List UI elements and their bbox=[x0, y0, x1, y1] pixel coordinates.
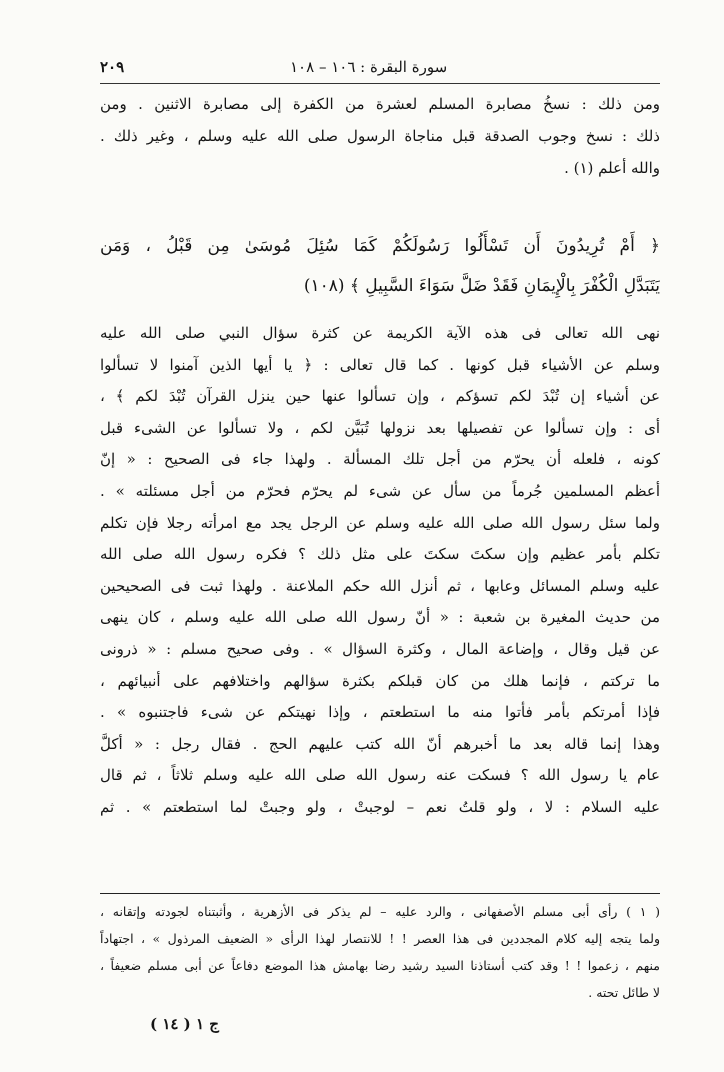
footnote-line: منهم ، زعموا ! ! وقد كتب أستاذنا السيد رشيد رضا بهامش هذا الموضع دفاعاً عن أبى مسلم ضعيفاً ، bbox=[100, 958, 660, 973]
text-line: عن أشياء إن تُبْدَ لكم تسؤكم ، وإن تسألوا عنها حين ينزل القرآن تُبْدَ لكم ﴾ ، bbox=[100, 387, 660, 406]
footnote-line: ( ١ ) رأى أبى مسلم الأصفهانى ، والرد عليه – لم يذكر فى الأزهرية ، وأثبتناه لجودته وإتقانه ، bbox=[100, 904, 660, 919]
quran-verse bbox=[100, 226, 660, 306]
footnote-rule bbox=[100, 893, 660, 894]
text-line: فإذا أمرتكم بأمر فأتوا منه ما استطعتم ، وإذا نهيتكم عن شىء فاجتنبوه » . bbox=[100, 703, 660, 722]
commentary-paragraphs bbox=[100, 318, 660, 824]
footnote-line: لا طائل تحته . bbox=[588, 985, 660, 1000]
text-line: عليه وسلم المسائل وعابها ، ثم أنزل الله حكم الملاعنة . ولهذا ثبت فى الصحيحين bbox=[100, 576, 660, 595]
text-line: ذلك : نسخ وجوب الصدقة قبل مناجاة الرسول صلى الله عليه وسلم ، وغير ذلك . bbox=[100, 127, 660, 145]
verse-line: ﴿ أَمْ تُرِيدُونَ أَن تَسْأَلُوا رَسُولَكُمْ كَمَا سُئِلَ مُوسَىٰ مِن قَبْلُ ، وَمَن bbox=[100, 236, 660, 256]
text-line: ومن ذلك : نسخُ مصابرة المسلم لعشرة من الكفرة إلى مصابرة الاثنين . ومن bbox=[100, 95, 660, 113]
text-line: وسلم عن الأشياء قبل كونها . كما قال تعالى : ﴿ يا أيها الذين آمنوا لا تسألوا bbox=[100, 355, 660, 374]
text-line: والله أعلم (١) . bbox=[564, 159, 660, 177]
page-number: ٢٠٩ bbox=[100, 58, 125, 76]
text-line: كونه ، فلعله أن يحرّم من أجل تلك المسألة . ولهذا جاء فى الصحيح : « إنّ bbox=[100, 450, 660, 469]
intro-paragraph bbox=[100, 88, 660, 184]
text-line: نهى الله تعالى فى هذه الآية الكريمة عن كثرة سؤال النبي صلى الله عليه bbox=[100, 324, 660, 342]
footnotes bbox=[100, 898, 660, 1006]
surah-title: سورة البقرة : ١٠٦ – ١٠٨ bbox=[290, 58, 448, 76]
text-line: عليه السلام : لا ، ولو قلتُ نعم – لوجبتْ ، ولو وجبتْ لما استطعتم » . ثم bbox=[100, 797, 660, 816]
verse-line: يَتَبَدَّلِ الْكُفْرَ بِالْإِيمَانِ فَقَدْ ضَلَّ سَوَاءَ السَّبِيلِ ﴾ (١٠٨) bbox=[303, 276, 660, 296]
running-header bbox=[100, 58, 660, 82]
text-line: وهذا إنما قاله بعد ما أخبرهم أنّ الله كتب عليهم الحج . فقال رجل : « أكلَّ bbox=[100, 734, 660, 753]
header-rule bbox=[100, 83, 660, 84]
text-line: أى : وإن تسألوا عن تفصيلها بعد نزولها تُبَيَّن لكم ، ولا تسألوا عن الشىء قبل bbox=[100, 418, 660, 437]
volume-signature: ج ١ ( ١٤ ) bbox=[150, 1015, 219, 1033]
text-line: ما تركتم ، فإنما هلك من كان قبلكم بكثرة سؤالهم واختلافهم على أنبيائهم ، bbox=[100, 671, 660, 690]
text-line: عن قيل وقال ، وإضاعة المال ، وكثرة السؤال » . وفى صحيح مسلم : « ذرونى bbox=[100, 639, 660, 658]
text-line: أعظم المسلمين جُرماً من سأل عن شىء لم يحرّم فحرّم من أجل مسئلته » . bbox=[100, 481, 660, 500]
text-line: من حديث المغيرة بن شعبة : « أنّ رسول الله صلى الله عليه وسلم ، كان ينهى bbox=[100, 608, 660, 627]
text-line: ولما سئل رسول الله صلى الله عليه وسلم عن الرجل يجد مع امرأته رجلا فإن تكلم bbox=[100, 513, 660, 532]
text-line: تكلم بأمر عظيم وإن سكتَ سكتَ على مثل ذلك ؟ فكره رسول الله صلى الله bbox=[100, 545, 660, 564]
footnote-line: ولما يتجه إليه كلام المجددين فى هذا العصر ! ! للانتصار لهذا الرأى « الضعيف المرذول » ، اجتهاداً bbox=[100, 931, 660, 946]
text-line: عام يا رسول الله ؟ فسكت عنه رسول الله صلى الله عليه وسلم ثلاثاً ، ثم قال bbox=[100, 766, 660, 785]
